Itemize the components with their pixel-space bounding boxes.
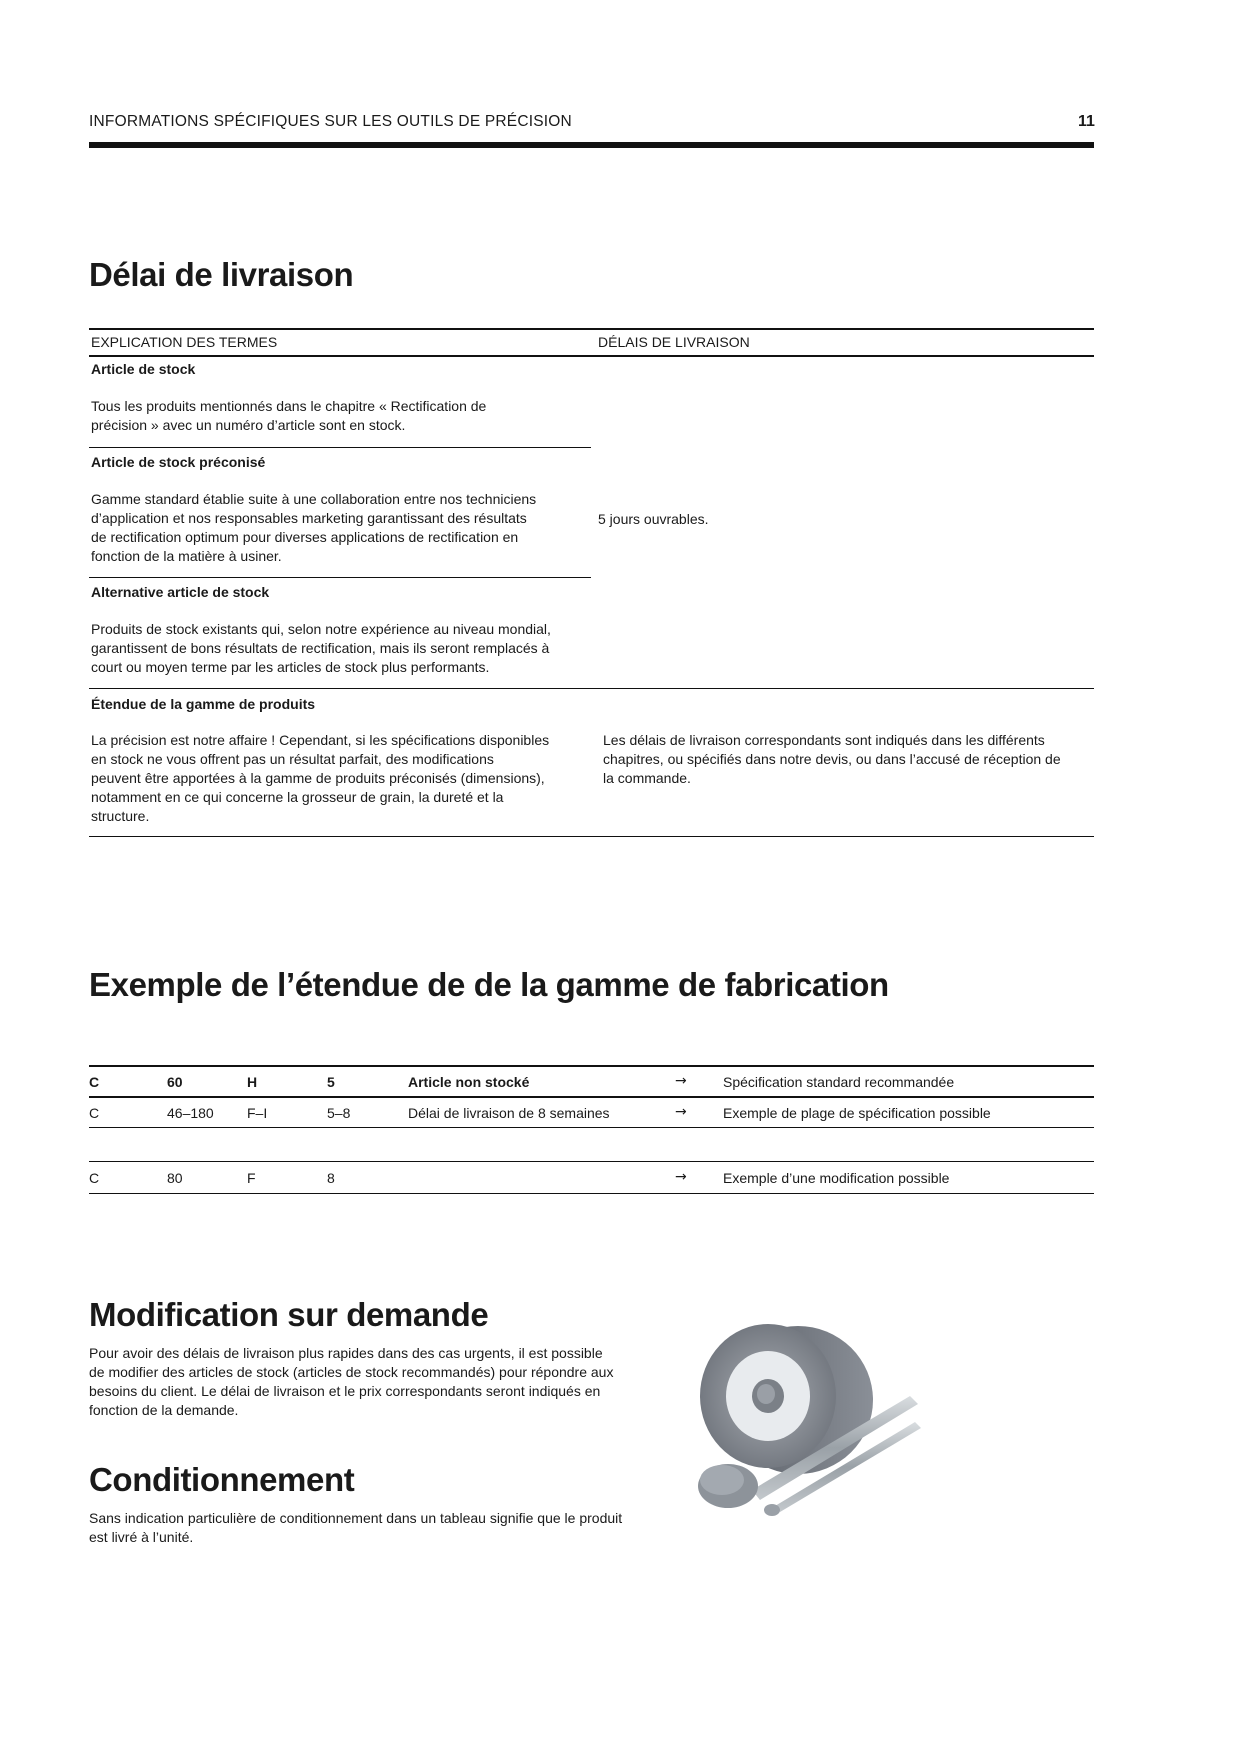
text-line: Produits de stock existants qui, selon notre expérience au niveau mondial, [91, 621, 551, 637]
example-cell: F [247, 1170, 256, 1186]
example-top-rule [89, 1065, 1094, 1067]
example-cell: 60 [167, 1074, 183, 1090]
col-header-terms: EXPLICATION DES TERMES [91, 334, 278, 350]
row-divider [89, 688, 1094, 689]
modification-text [89, 1344, 669, 1420]
example-cell: Exemple d’une modification possible [723, 1170, 950, 1186]
packaging-text [89, 1509, 689, 1547]
table-header-rule [89, 355, 1094, 357]
table-top-rule [89, 328, 1094, 330]
text-line: Sans indication particulière de conditionnement dans un tableau signifie que le produit [89, 1510, 623, 1526]
packaging-section-title: Conditionnement [89, 1461, 355, 1498]
stock-delay-value: 5 jours ouvrables. [598, 511, 709, 527]
row-divider [89, 577, 591, 578]
example-cell: 5–8 [327, 1105, 351, 1121]
text-line: fonction de la demande. [89, 1402, 239, 1418]
example-cell: 8 [327, 1170, 335, 1186]
example-cell: 46–180 [167, 1105, 214, 1121]
term-description [91, 620, 591, 677]
text-line: de rectification optimum pour diverses applications de rectification en [91, 529, 519, 545]
col-header-delays: DÉLAIS DE LIVRAISON [598, 334, 750, 350]
term-title: Article de stock préconisé [91, 454, 266, 470]
term-description [91, 490, 591, 566]
text-line: d’application et nos responsables marketing garantissant des résultats [91, 510, 527, 526]
example-cell: Article non stocké [408, 1074, 530, 1090]
example-cell: C [89, 1074, 100, 1090]
example-header-rule [89, 1096, 1094, 1098]
example-cell: Spécification standard recommandée [723, 1074, 955, 1090]
example-bottom-rule [89, 1193, 1094, 1194]
text-line: structure. [91, 808, 150, 824]
grinding-tools-photo [680, 1318, 950, 1528]
wheel-bore-inner [757, 1384, 775, 1404]
text-line: Pour avoir des délais de livraison plus rapides dans des cas urgents, il est possible [89, 1345, 603, 1361]
example-cell: C [89, 1105, 100, 1121]
term-title: Alternative article de stock [91, 584, 270, 600]
delivery-section-title: Délai de livraison [89, 256, 354, 293]
small-point-tip [764, 1504, 780, 1516]
text-line: besoins du client. Le délai de livraison et le prix correspondants seront indiqués en [89, 1383, 601, 1399]
text-line: chapitres, ou spécifiés dans notre devis, ou dans l’accusé de réception de [603, 751, 1061, 767]
text-line: en stock ne vous offrent pas un résultat parfait, des modifications [91, 751, 494, 767]
text-line: fonction de la matière à usiner. [91, 548, 282, 564]
arrow-right-icon: → [675, 1104, 687, 1120]
row-divider [89, 447, 591, 448]
arrow-right-icon: → [675, 1169, 687, 1185]
arrow-right-icon: → [675, 1073, 687, 1089]
header-rule [89, 142, 1094, 148]
example-cell: 5 [327, 1074, 335, 1090]
text-line: la commande. [603, 770, 691, 786]
example-cell: F–I [247, 1105, 268, 1121]
term-description [91, 731, 591, 826]
text-line: notamment en ce qui concerne la grosseur de grain, la dureté et la [91, 789, 504, 805]
text-line: peuvent être apportées à la gamme de produits préconisés (dimensions), [91, 770, 545, 786]
term-title: Article de stock [91, 361, 196, 377]
text-line: Les délais de livraison correspondants sont indiqués dans les différents [603, 732, 1045, 748]
example-cell: Exemple de plage de spécification possible [723, 1105, 991, 1121]
text-line: est livré à l’unité. [89, 1529, 194, 1545]
example-cell: H [247, 1074, 258, 1090]
row-divider [89, 1161, 1094, 1162]
text-line: précision » avec un numéro d’article sont en stock. [91, 417, 406, 433]
example-cell: 80 [167, 1170, 183, 1186]
range-delay-value [603, 731, 1093, 788]
example-cell: C [89, 1170, 100, 1186]
text-line: de modifier des articles de stock (articles de stock recommandés) pour répondre aux [89, 1364, 614, 1380]
running-header: INFORMATIONS SPÉCIFIQUES SUR LES OUTILS DE PRÉCISION [89, 113, 572, 130]
term-description [91, 397, 591, 435]
example-section-title: Exemple de l’étendue de de la gamme de fabrication [89, 966, 889, 1003]
row-divider [89, 1127, 1094, 1128]
text-line: garantissent de bons résultats de rectification, mais ils seront remplacés à [91, 640, 550, 656]
page-number: 11 [1078, 113, 1095, 130]
table-bottom-rule [89, 836, 1094, 837]
example-cell: Délai de livraison de 8 semaines [408, 1105, 610, 1121]
text-line: La précision est notre affaire ! Cependant, si les spécifications disponibles [91, 732, 550, 748]
text-line: court ou moyen terme par les articles de stock plus performants. [91, 659, 490, 675]
modification-section-title: Modification sur demande [89, 1296, 489, 1333]
text-line: Tous les produits mentionnés dans le chapitre « Rectification de [91, 398, 487, 414]
text-line: Gamme standard établie suite à une collaboration entre nos techniciens [91, 491, 537, 507]
term-title: Étendue de la gamme de produits [91, 696, 316, 712]
mounted-point-head-face [700, 1465, 744, 1495]
